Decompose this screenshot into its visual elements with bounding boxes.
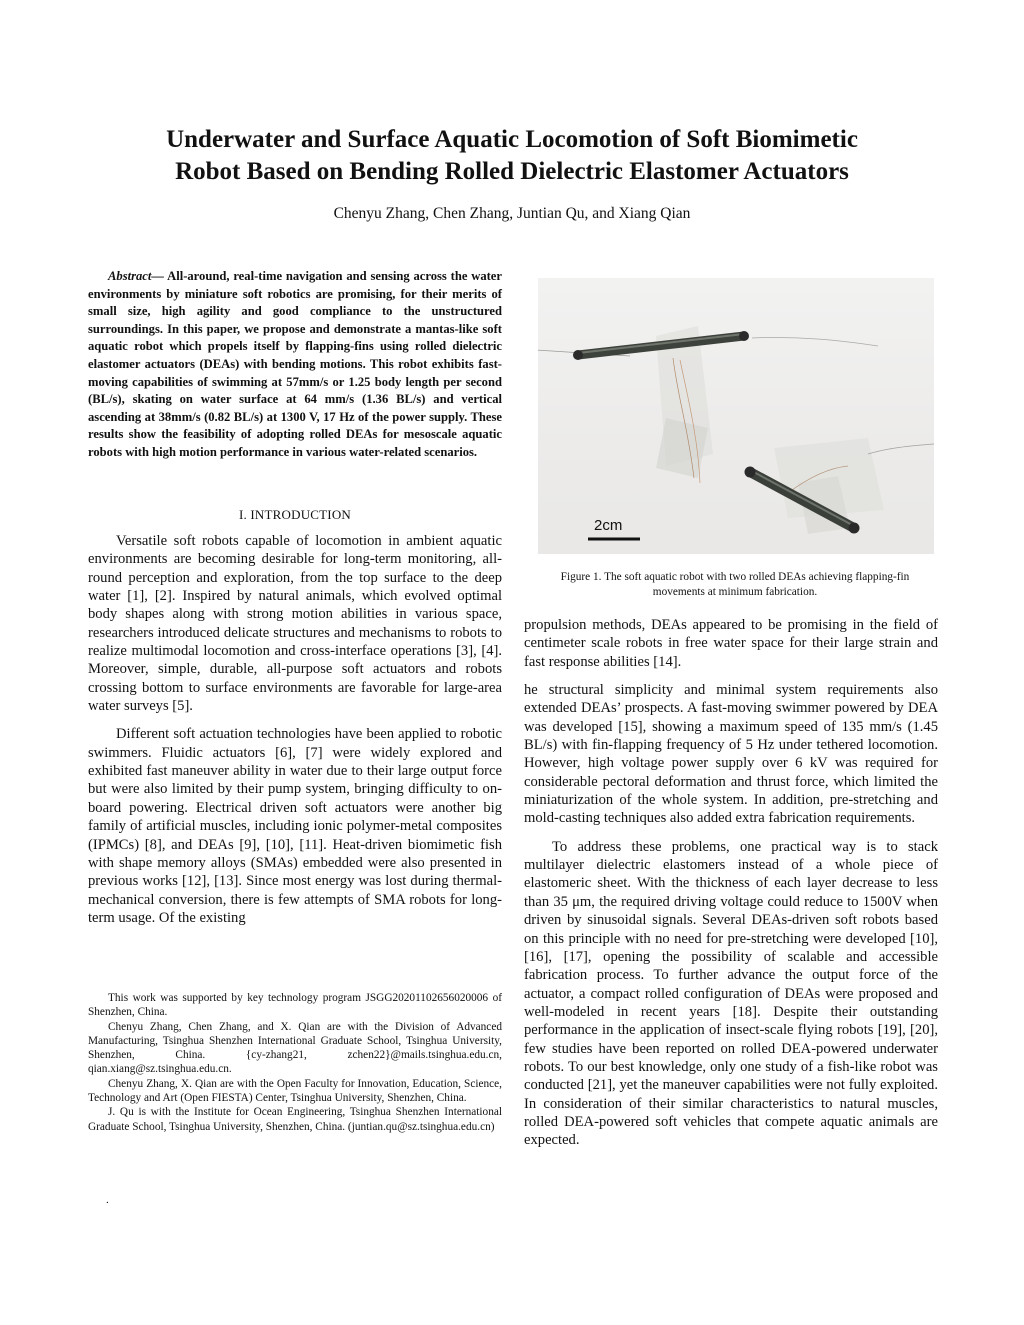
intro-paragraph-3: propulsion methods, DEAs appeared to be promising in the field of centimeter scale robots in free water space for their large strain and fast response abilities [14]. [524, 617, 938, 670]
left-column-body [88, 532, 502, 937]
footnote-funding: This work was supported by key technology program JSGG20201102656020006 of Shenzhen, China. [88, 992, 502, 1019]
figure-1-photo [538, 278, 934, 554]
intro-paragraph-2: Different soft actuation technologies have been applied to robotic swimmers. Fluidic actuators [6], [7] were widely explored and exhibited fast maneuver ability in water due to their large output force but were also limited by their pump system, bringing difficulty to on-board powering. Electrical driven soft actuators were another big family of artificial muscles, including ionic polymer-metal composites (IPMCs) [8], and DEAs [9], [10], [11]. Heat-driven biomimetic fish with shape memory alloys (SMAs) embedded were also presented in previous works [12], [13]. Since most energy was lost during thermal-mechanical conversion, there is few attempts of SMA robots for long-term usage. Of the existing [88, 726, 502, 926]
footnote-affiliation-3: J. Qu is with the Institute for Ocean Engineering, Tsinghua Shenzhen International Graduate School, Tsinghua University, Shenzhen, China. (juntian.qu@sz.tsinghua.edu.cn) [88, 1106, 502, 1133]
abstract-text: All-around, real-time navigation and sensing across the water environments by miniature soft robotics are promising, for their merits of small size, high agility and good compliance to the unstructured surroundings. In this paper, we propose and demonstrate a mantas-like soft aquatic robot which propels itself by flapping-fins using rolled dielectric elastomer actuators (DEAs) with bending motions. This robot exhibits fast-moving capabilities of swimming at 57mm/s or 1.25 body length per second (BL/s), skating on water surface at 64 mm/s (1.36 BL/s) and vertical ascending at 38mm/s (0.82 BL/s) at 1300 V, 17 Hz of the power supply. These results show the feasibility of adopting rolled DEAs for mesoscale aquatic robots with high motion performance in various water-related scenarios. [88, 269, 502, 459]
robot-lower [745, 438, 935, 534]
author-list: Chenyu Zhang, Chen Zhang, Juntian Qu, and Xiang Qian [333, 205, 691, 222]
section-heading-introduction: I. INTRODUCTION [238, 507, 352, 522]
footnotes [88, 991, 502, 1134]
figure-1-caption: Figure 1. The soft aquatic robot with two rolled DEAs achieving flapping-fin movements at minimum fabrication. [560, 571, 910, 598]
stray-dot: . [106, 1194, 109, 1206]
footnote-affiliation-2: Chenyu Zhang, X. Qian are with the Open Faculty for Innovation, Education, Science, Technology and Art (Open FIESTA) Center, Tsinghua University, Shenzhen, China. [88, 1077, 502, 1105]
right-column-body [524, 616, 938, 1160]
footnote-affiliation-1: Chenyu Zhang, Chen Zhang, and X. Qian are with the Division of Advanced Manufacturing, Tsinghua Shenzhen International Graduate School, Tsinghua University, Shenzhen, China. {cy-zhang21, zchen22}@mails.tsinghua.edu.cn, qian.xiang@sz.tsinghua.edu.cn. [88, 1020, 502, 1076]
abstract [88, 268, 502, 462]
intro-paragraph-5: To address these problems, one practical way is to stack multilayer dielectric elastomers instead of a whole piece of elastomeric sheet. With the thickness of each layer decrease to less than 35 μm, the required driving voltage could reduce to 1500V when driven by sinusoidal signals. Several DEAs-driven soft robots based on this principle with no need for pre-stretching were developed [10], [16], [17], opening the possibility of scalable and accessible fabrication process. To further advance the output force of the actuator, a compact rolled configuration of DEAs were proposed and well-modeled in recent years [18]. Despite their outstanding performance in the application of insect-scale flying robots [19], [20], few studies have been reported on rolled DEA-powered underwater robots. To our best knowledge, only one study of a fish-like robot was conducted [21], yet the maneuver capabilities were not fully exploited. In consideration of their similar characteristics to natural muscles, rolled DEA-powered soft vehicles that compete aquatic animals are expected. [524, 838, 938, 1149]
intro-paragraph-4: he structural simplicity and minimal system requirements also extended DEAs’ prospects. A fast-moving swimmer powered by DEA was developed [15], showing a maximum speed of 135 mm/s (1.45 BL/s) with fin-flapping frequency of 5 Hz under tethered locomotion. However, high voltage power supply over 6 kV was required for considerable pectoral deformation and thrust force, which limited the miniaturization of the whole system. In addition, pre-stretching and mold-casting techniques also added extra fabrication requirements. [524, 682, 938, 827]
title-line-2: Robot Based on Bending Rolled Dielectric Elastomer Actuators [175, 158, 849, 185]
abstract-label: Abstract— [108, 269, 164, 283]
scale-bar-label: 2cm [594, 517, 623, 534]
robot-photo-illustration [538, 278, 934, 554]
title-line-1: Underwater and Surface Aquatic Locomotion of Soft Biomimetic [166, 126, 858, 153]
paper-title [100, 124, 924, 188]
intro-paragraph-1: Versatile soft robots capable of locomotion in ambient aquatic environments are becoming desirable for long-term monitoring, all-round perception and exploration, from the top surface to the deep water [1], [2]. Inspired by natural animals, which evolved optimal body shapes along with strong motion abilities in various space, researchers introduced delicate structures and mechanisms to robots to realize multimodal locomotion and cross-interface operations [3], [4]. Moreover, simple, durable, all-purpose soft actuators and robots crossing bottom to surface environments are favorable for large-area water surveys [5]. [88, 533, 502, 715]
